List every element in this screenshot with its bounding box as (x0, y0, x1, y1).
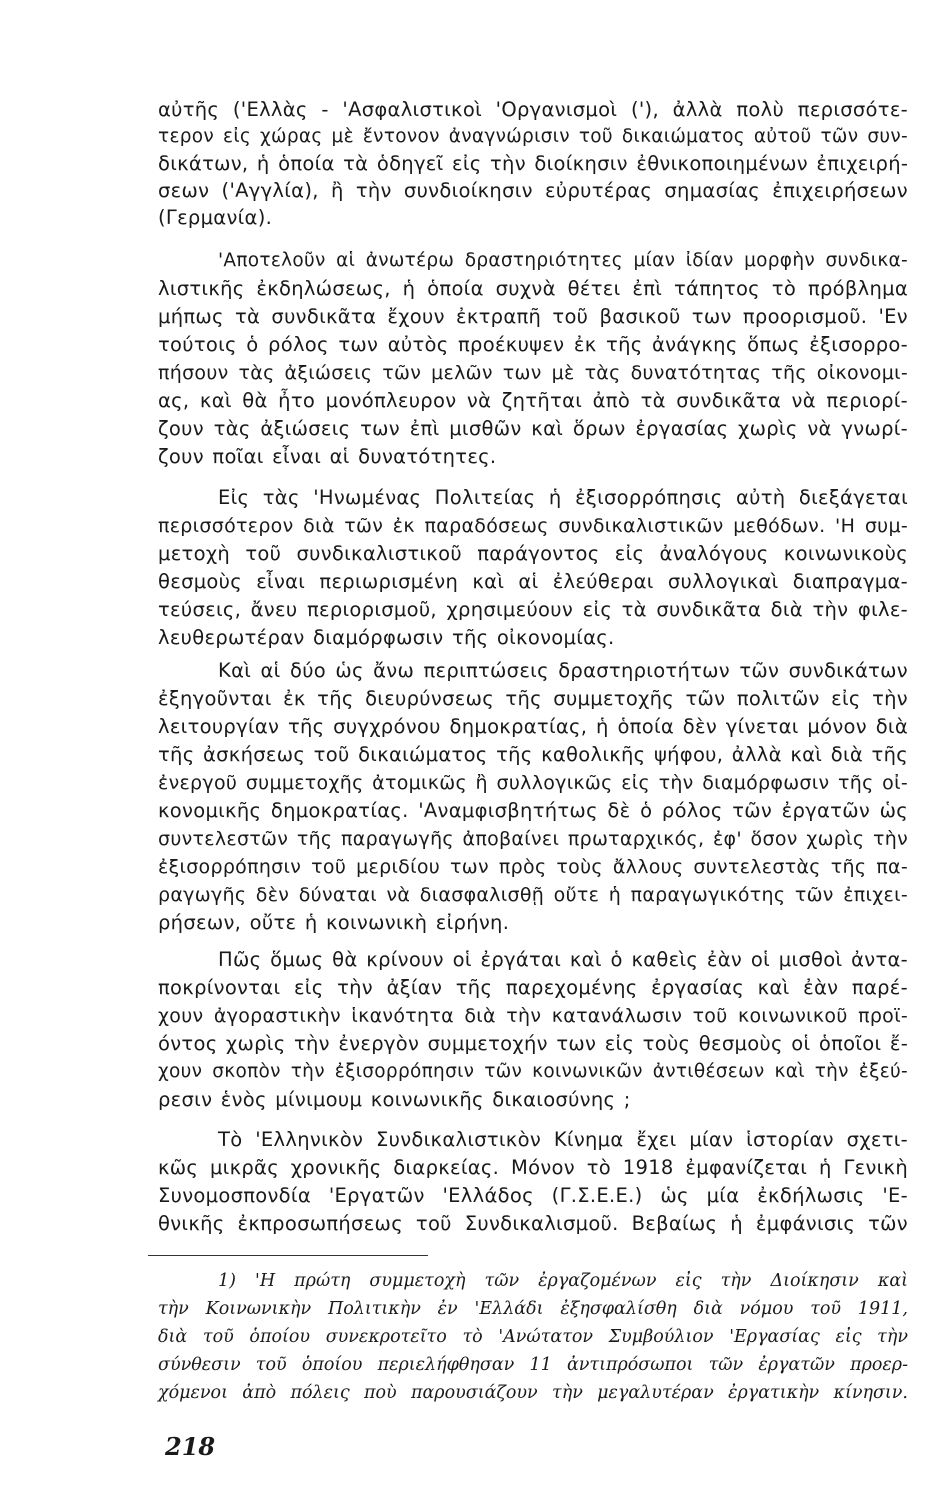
text-line: ρεσιν ἑνὸς μίνιμουμ κοινωνικῆς δικαιοσύνης ; (158, 1088, 631, 1111)
text-line: όντος χωρὶς τὴν ἐνεργὸν συμμετοχήν των εἰς τοὺς θεσμοὺς οἱ ὁποῖοι ἔ- (158, 1032, 909, 1055)
text-line: πήσουν τὰς ἀξιώσεις τῶν μελῶν των μὲ τὰς δυνατότητας τῆς οἰκονομι- (158, 362, 908, 384)
text-line: μήπως τὰ συνδικᾶτα ἔχουν ἐκτραπῆ τοῦ βασικοῦ των προορισμοῦ. 'Εν (158, 305, 908, 328)
text-line: Τὸ 'Ελληνικὸν Συνδικαλιστικὸν Κίνημα ἔχει μίαν ἱστορίαν σχετι- (218, 1128, 908, 1151)
footnote-line: διὰ τοῦ ὁποίου συνεκροτεῖτο τὸ 'Ανώτατον Συμβούλιον 'Εργασίας εἰς τὴν (158, 1327, 908, 1347)
text-line: λειτουργίαν τῆς συγχρόνου δημοκρατίας, ἡ ὁποία δὲν γίνεται μόνον διὰ (158, 715, 908, 738)
text-line: κῶς μικρᾶς χρονικῆς διαρκείας. Μόνον τὸ 1918 ἐμφανίζεται ἡ Γενικὴ (158, 1156, 908, 1179)
text-line: Καὶ αἱ δύο ὡς ἄνω περιπτώσεις δραστηριοτήτων τῶν συνδικάτων (218, 659, 908, 682)
text-line: ἐξισορρόπησιν τοῦ μεριδίου των πρὸς τοὺς ἄλλους συντελεστὰς τῆς πα- (158, 856, 908, 878)
text-line: ἐξηγοῦνται ἐκ τῆς διευρύνσεως τῆς συμμετοχῆς τῶν πολιτῶν εἰς τὴν (158, 687, 908, 710)
text-line: Πῶς ὅμως θὰ κρίνουν οἱ ἐργάται καὶ ὁ καθεὶς ἐὰν οἱ μισθοὶ ἀντα- (218, 948, 908, 971)
text-line: Συνομοσπονδία 'Εργατῶν 'Ελλάδος (Γ.Σ.Ε.Ε.) ὡς μία ἐκδήλωσις 'Ε- (158, 1184, 908, 1207)
text-line: κονομικῆς δημοκρατίας. 'Αναμφισβητήτως δὲ ὁ ρόλος τῶν ἐργατῶν ὡς (158, 799, 908, 822)
footnote-line: χόμενοι ἀπὸ πόλεις ποὺ παρουσιάζουν τὴν μεγαλυτέραν ἐργατικὴν κίνησιν. (158, 1383, 908, 1403)
text-line: χουν ἀγοραστικὴν ἱκανότητα διὰ τὴν κατανάλωσιν τοῦ κοινωνικοῦ προϊ- (158, 1005, 908, 1027)
text-line: θεσμοὺς εἶναι περιωρισμένη καὶ αἱ ἐλεύθεραι συλλογικαὶ διαπραγμα- (158, 570, 908, 593)
text-line: ας, καὶ θὰ ἦτο μονόπλευρον νὰ ζητῆται ἀπὸ τὰ συνδικᾶτα νὰ περιορί- (158, 389, 908, 412)
text-line: χουν σκοπὸν τὴν ἐξισορρόπησιν τῶν κοινωνικῶν ἀντιθέσεων καὶ τὴν ἐξεύ- (158, 1061, 908, 1082)
page-number: 218 (165, 1432, 216, 1461)
text-line: ζουν ποῖαι εἶναι αἱ δυνατότητες. (158, 445, 497, 468)
footnote-divider (148, 1255, 428, 1256)
text-line: θνικῆς ἐκπροσωπήσεως τοῦ Συνδικαλισμοῦ. Βεβαίως ἡ ἐμφάνισις τῶν (158, 1212, 908, 1235)
footnote-line: σύνθεσιν τοῦ ὁποίου περιελήφθησαν 11 ἀντιπρόσωποι τῶν ἐργατῶν προερ- (158, 1355, 908, 1375)
text-line: μετοχὴ τοῦ συνδικαλιστικοῦ παράγοντος εἰς ἀναλόγους κοινωνικοὺς (158, 542, 908, 565)
text-line: ἐνεργοῦ συμμετοχῆς ἀτομικῶς ἢ συλλογικῶς εἰς τὴν διαμόρφωσιν τῆς οἰ- (158, 772, 908, 794)
text-line: τερον εἰς χώρας μὲ ἔντονον ἀναγνώρισιν τοῦ δικαιώματος αὐτοῦ τῶν συν- (158, 126, 908, 147)
text-line: (Γερμανία). (158, 206, 273, 229)
text-line: 'Αποτελοῦν αἱ ἀνωτέρω δραστηριότητες μίαν ἰδίαν μορφὴν συνδικα- (218, 250, 908, 271)
text-line: τεύσεις, ἄνευ περιορισμοῦ, χρησιμεύουν εἰς τὰ συνδικᾶτα διὰ τὴν φιλε- (158, 598, 908, 621)
text-line: τούτοις ὁ ρόλος των αὐτὸς προέκυψεν ἐκ τῆς ἀνάγκης ὅπως ἐξισορρο- (158, 333, 908, 356)
footnote-line: τὴν Κοινωνικὴν Πολιτικὴν ἐν 'Ελλάδι ἐξησφαλίσθη διὰ νόμου τοῦ 1911, (158, 1299, 908, 1319)
text-line: περισσότερον διὰ τῶν ἐκ παραδόσεως συνδικαλιστικῶν μεθόδων. 'Η συμ- (158, 515, 908, 537)
text-line: Εἰς τὰς 'Ηνωμένας Πολιτείας ἡ ἐξισορρόπησις αὐτὴ διεξάγεται (218, 486, 908, 509)
text-line: λιστικῆς ἐκδηλώσεως, ἡ ὁποία συχνὰ θέτει ἐπὶ τάπητος τὸ πρόβλημα (158, 277, 908, 300)
text-line: ποκρίνονται εἰς τὴν ἀξίαν τῆς παρεχομένης ἐργασίας καὶ ἐὰν παρέ- (158, 976, 908, 999)
text-line: λευθερωτέραν διαμόρφωσιν τῆς οἰκονομίας. (158, 626, 615, 649)
text-line: συντελεστῶν τῆς παραγωγῆς ἀποβαίνει πρωταρχικός, ἐφ' ὅσον χωρὶς τὴν (158, 828, 908, 850)
text-line: αὐτῆς ('Ελλὰς - 'Ασφαλιστικοὶ 'Οργανισμοὶ ('), ἀλλὰ πολὺ περισσότε- (158, 98, 908, 121)
text-line: ζουν τὰς ἀξιώσεις των ἐπὶ μισθῶν καὶ ὅρων ἐργασίας χωρὶς νὰ γνωρί- (158, 417, 908, 440)
text-line: δικάτων, ἡ ὁποία τὰ ὁδηγεῖ εἰς τὴν διοίκησιν ἐθνικοποιημένων ἐπιχειρή- (158, 152, 909, 175)
footnote-line: 1) 'Η πρώτη συμμετοχὴ τῶν ἐργαζομένων εἰς τὴν Διοίκησιν καὶ (218, 1271, 908, 1291)
text-line: ρήσεων, οὔτε ἡ κοινωνικὴ εἰρήνη. (158, 911, 510, 934)
text-line: τῆς ἀσκήσεως τοῦ δικαιώματος τῆς καθολικῆς ψήφου, ἀλλὰ καὶ διὰ τῆς (158, 743, 908, 766)
text-line: σεων ('Αγγλία), ἢ τὴν συνδιοίκησιν εὐρυτέρας σημασίας ἐπιχειρήσεων (158, 179, 908, 202)
text-line: ραγωγῆς δὲν δύναται νὰ διασφαλισθῇ οὔτε ἡ παραγωγικότης τῶν ἐπιχει- (158, 884, 908, 906)
